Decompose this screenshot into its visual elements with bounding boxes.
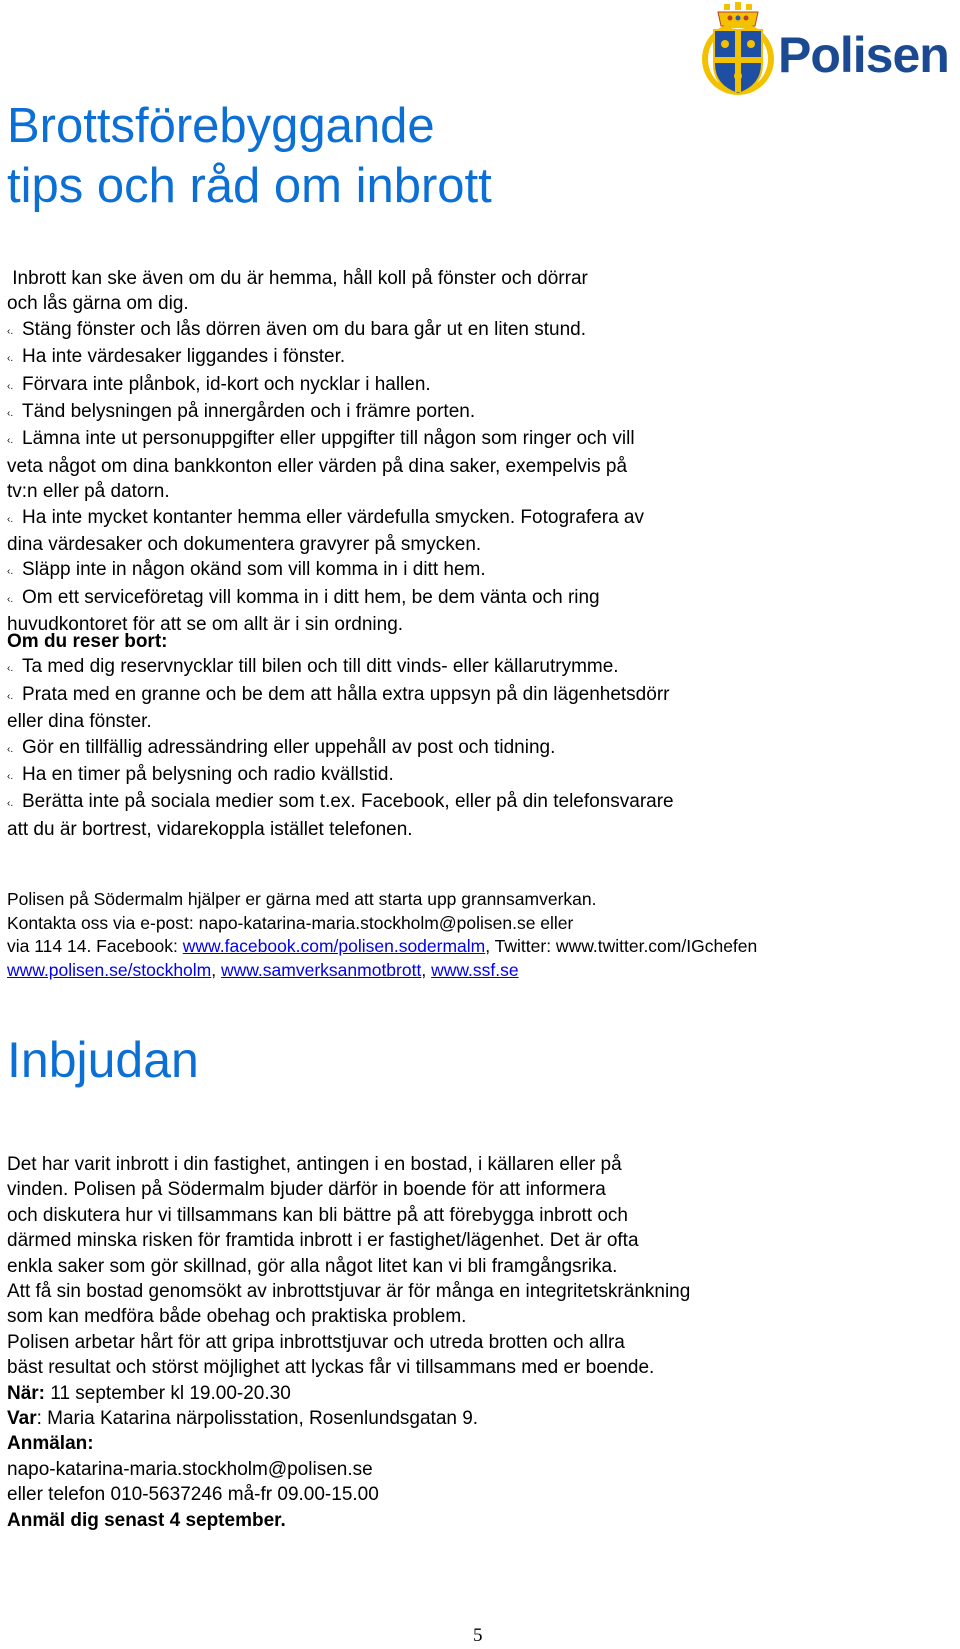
list-item: ‹. Om ett serviceföretag vill komma in i ditt hem, be dem vänta och ring	[7, 585, 942, 612]
contact-line-3: via 114 14. Facebook: www.facebook.com/polisen.sodermalm, Twitter: www.twitter.com/IGchefen	[7, 936, 758, 957]
bullet-icon: ‹.	[7, 593, 14, 605]
bullet-icon: ‹.	[7, 353, 14, 365]
list-item: ‹. Berätta inte på sociala medier som t.ex. Facebook, eller på din telefonsvarare	[7, 789, 942, 816]
list-item: ‹. Ta med dig reservnycklar till bilen och till ditt vinds- eller källarutrymme.	[7, 654, 942, 681]
samverka-link[interactable]: www.samverksanmotbrott	[220, 959, 422, 980]
polisen-logo	[700, 2, 952, 97]
contact-line-2: Kontakta oss via e-post: napo-katarina-maria.stockholm@polisen.se eller	[7, 912, 574, 933]
invitation-line: Det har varit inbrott i din fastighet, antingen i en bostad, i källaren eller på	[7, 1154, 622, 1175]
list-item-continued: tv:n eller på datorn.	[7, 481, 170, 503]
list-item: ‹. Lämna inte ut personuppgifter eller uppgifter till någon som ringer och vill	[7, 426, 942, 453]
invitation-line: Polisen arbetar hårt för att gripa inbrottstjuvar och utreda brotten och allra	[7, 1331, 625, 1353]
list-item-continued: att du är bortrest, vidarekoppla istället telefonen.	[7, 818, 413, 840]
travel-section	[7, 629, 942, 842]
invitation-line: vinden. Polisen på Södermalm bjuder därför in boende för att informera	[7, 1179, 606, 1201]
ssf-link[interactable]: www.ssf.se	[431, 959, 519, 980]
page-title	[7, 96, 492, 216]
bullet-icon: ‹.	[7, 566, 14, 578]
signup-email: napo-katarina-maria.stockholm@polisen.se	[7, 1458, 373, 1480]
bullet-icon: ‹.	[7, 690, 14, 702]
title-line-1: Brottsförebyggande	[7, 99, 435, 153]
list-item: ‹. Stäng fönster och lås dörren även om du bara går ut en liten stund.	[7, 317, 942, 344]
invitation-body	[7, 1152, 942, 1533]
list-item: ‹. Gör en tillfällig adressändring eller uppehåll av post och tidning.	[7, 735, 942, 762]
contact-line-4: www.polisen.se/stockholm, www.samverksanmotbrott, www.ssf.se	[7, 959, 519, 980]
bullet-icon: ‹.	[7, 513, 14, 525]
signup-phone: eller telefon 010-5637246 må-fr 09.00-15.00	[7, 1484, 379, 1506]
intro-and-tips	[7, 266, 942, 638]
bullet-icon: ‹.	[7, 408, 14, 420]
title-line-2: tips och råd om inbrott	[7, 159, 492, 213]
invitation-line: enkla saker som gör skillnad, gör alla något litet kan vi bli framgångsrika.	[7, 1255, 618, 1277]
list-item: ‹. Tänd belysningen på innergården och i främre porten.	[7, 399, 942, 426]
invitation-line: därmed minska risken för framtida inbrott i er fastighet/lägenhet. Det är ofta	[7, 1230, 639, 1252]
invitation-line: bäst resultat och störst möjlighet att lyckas får vi tillsammans med er boende.	[7, 1357, 655, 1379]
list-item-continued: huvudkontoret för att se om allt är i sin ordning.	[7, 614, 404, 636]
contact-line-1: Polisen på Södermalm hjälper er gärna med att starta upp grannsamverkan.	[7, 889, 597, 909]
invitation-line: som kan medföra både obehag och praktiska problem.	[7, 1306, 467, 1328]
signup-deadline: Anmäl dig senast 4 september.	[7, 1509, 286, 1531]
invitation-line: och diskutera hur vi tillsammans kan bli bättre på att förebygga inbrott och	[7, 1204, 628, 1226]
logo-text: Polisen	[778, 27, 949, 83]
event-when: När: 11 september kl 19.00-20.30	[7, 1382, 291, 1404]
list-item-continued: veta något om dina bankkonton eller värden på dina saker, exempelvis på	[7, 455, 628, 477]
contact-section	[7, 888, 942, 982]
polisen-stockholm-link[interactable]: www.polisen.se/stockholm	[7, 959, 212, 980]
page-number: 5	[473, 1625, 483, 1646]
bullet-icon: ‹.	[7, 771, 14, 783]
facebook-link[interactable]: www.facebook.com/polisen.sodermalm	[182, 936, 486, 957]
bullet-icon: ‹.	[7, 325, 14, 337]
list-item: ‹. Ha en timer på belysning och radio kvällstid.	[7, 762, 942, 789]
intro-line-2: och lås gärna om dig.	[7, 293, 189, 315]
list-item-continued: dina värdesaker och dokumentera gravyrer på smycken.	[7, 534, 482, 556]
bullet-icon: ‹.	[7, 435, 14, 447]
bullet-icon: ‹.	[7, 663, 14, 675]
intro-line-1: Inbrott kan ske även om du är hemma, håll koll på fönster och dörrar	[12, 268, 588, 289]
invitation-line: Att få sin bostad genomsökt av inbrottstjuvar är för många en integritetskränkning	[7, 1281, 691, 1303]
signup-label: Anmälan:	[7, 1433, 94, 1455]
invitation-heading: Inbjudan	[7, 1032, 199, 1088]
crest-icon	[700, 2, 776, 97]
travel-heading: Om du reser bort:	[7, 631, 168, 652]
list-item: ‹. Ha inte värdesaker liggandes i fönster.	[7, 344, 942, 371]
list-item-continued: eller dina fönster.	[7, 711, 152, 733]
list-item: ‹. Prata med en granne och be dem att hålla extra uppsyn på din lägenhetsdörr	[7, 682, 942, 709]
list-item: ‹. Ha inte mycket kontanter hemma eller värdefulla smycken. Fotografera av	[7, 505, 942, 532]
bullet-icon: ‹.	[7, 798, 14, 810]
bullet-icon: ‹.	[7, 743, 14, 755]
list-item: ‹. Släpp inte in någon okänd som vill komma in i ditt hem.	[7, 557, 942, 584]
list-item: ‹. Förvara inte plånbok, id-kort och nycklar i hallen.	[7, 372, 942, 399]
event-where: Var: Maria Katarina närpolisstation, Rosenlundsgatan 9.	[7, 1408, 479, 1430]
bullet-icon: ‹.	[7, 380, 14, 392]
